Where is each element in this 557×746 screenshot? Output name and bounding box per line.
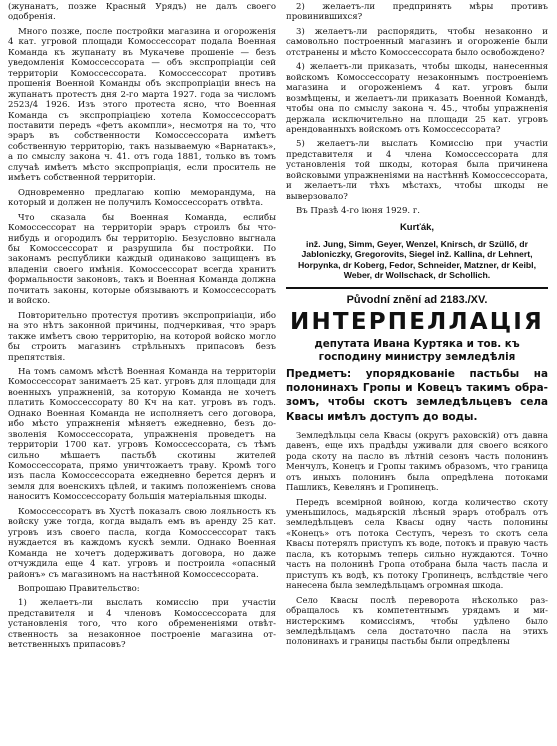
paragraph: 2) желаетъ-ли предпринять мѣры противъ провинившихся? <box>286 2 548 23</box>
original-wording-heading: Původní znění ad 2183./XV. <box>346 293 488 306</box>
paragraph: Что сказала бы Военная Команда, еслибы Комоссессорат на территоріи эраръ строилъ бы что-нибудь и огородилъ бы территорію. Безусловно выгнала бы Комоссессорат и разрушила бы постройки. По законамъ республики каждый одинаково защищенъ въ владеніи своего имѣнія. Комоссессорат всегда хранитъ формальности законовъ, такъ и Военная Команда должна почитать законы, которые обязываютъ и Комоссессоратъ и войско. <box>8 212 276 307</box>
paragraph: 1) желаетъ-ли выслать комиссію при участіи представителя и 4 членовъ Комоссессората для установленія того, что кого обремененіями отвѣтственность за незаконное построеніе магазина ответственныхъ припасовъ? <box>8 598 276 651</box>
right-column <box>286 2 548 651</box>
paragraph: (жунанатъ, позже Красный Урядъ) не далъ своего одобренія. <box>8 2 276 23</box>
paragraph: Одновременно предлагаю копію меморандума, на который и должен не получилъ Комоссессоратъ отвѣта. <box>8 187 276 209</box>
paragraph: Земледѣльцы села Квасы (округъ раховскій) отъ давна давенъ, еще ихъ прадѣды уживали для своего всякого рода скоту на пасло въ лѣтній сезонъ часть полонинъ Менчулъ, Конецъ и Гропы такимъ образомъ, что граница отъ иныхъ полонинъ была опредѣлена потоками Пашликъ, Кевелянъ и Гропинецъ. <box>286 429 548 493</box>
paragraph: Село Квасы послѣ переворота нѣсколько разобращалось къ компетентнымъ урядамъ и министерскимъ комиссіямъ, чтобы удѣлено было земледѣльцамъ села достаточно пасла на этихъ полонинахъ и границы пастьбы были опредѣлены <box>286 594 548 647</box>
paragraph: На томъ самомъ мѣстѣ Военная Команда на территоріи Комоссессорат занимаетъ 25 кат. угровъ для площади для военныхъ упражненій, за которую Команда не хочетъ платить Комоссессорату 80 Кч на кат. угровъ въ годъ. Однако Военная Команда не исполняетъ сего договора, ибо мѣсто упражненія мѣняетъ ежедневно, безъ дозволенія Комоссессората, упражненія проведетъ на территоріи 1700 кат. угровъ Комоссессората, съ тѣмъ сильно мѣшаетъ пастьбѣ скотины жителей Комоссессората, прямо уничтожаетъ траву. Кромѣ того изъ пасла Комоссессората ежедневно берется дернъ и земля для военскихъ цѣлей, и такимъ положеніемъ снова наноситъ Комоссессорату большія матеріальныя шкоды. <box>8 366 276 503</box>
signature-head: Kurťák, <box>399 221 435 233</box>
interpellation-subtitle: депутата Ивана Куртяка и тов. къ господину министру земледѣлія <box>314 337 520 363</box>
paragraph: Много позже, после постройки магазина и огороженія 4 кат. угровой площади Комоссессорат подала Военная Команда къ жупанату въ Мукачеве прошеніе — безъ уведомленія Комоссессората — объ экспропріаціи сей территоріи Комоссессората. Комоссессорат противъ прошенія Военной Команды объ экспропріаціи внесъ на жупанатъ протестъ дня 2-го марта 1927. года за числомъ 2523/4 1926. Изъ этого протеста ясно, что Военная Команда съ экспропріацією хотела Комоссессоратъ поставити передъ «фетъ акомпли», несмотря на то, что эраръ въ собственности Комоссессората имѣетъ собственную территорію, такъ называемую «Варнатакъ», а по смыслу закона ч. 41. отъ года 1881, только въ томъ случаѣ имѣетъ мѣсто экспропріація, если проситель не имѣетъ собственной территоріи. <box>8 26 276 184</box>
paragraph: Вопрошаю Правительство: <box>18 584 140 595</box>
left-column <box>8 2 276 655</box>
paragraph: 5) желаетъ-ли выслать Комиссію при участіи представителя и 4 члена Комоссессората для установленія той шкоды, которая была причинена войсковыми упражненіями на настѣннѣ Комоссессората, и желаетъ-ли тѣхъ мѣстахъ, чтобы шкоды не выверзовало? <box>286 139 548 202</box>
paragraph: 3) желаетъ-ли распорядить, чтобы незаконно и самовольно построенный магазинъ и огороженіе были отстранены и мѣсто Комоссессората было освобождено? <box>286 26 548 58</box>
paragraph: Передъ всемірной войною, когда количество скоту уменьшилось, мадьярскій лѣсный эраръ отобралъ отъ земледѣльцевъ села Квасы одну часть полонины «Конецъ» отъ потока Сеступъ, черезъ то скотъ села Квасы потерялъ приступъ къ воде, потокъ и правую часть пасла, къ которымъ теперь сильно нуждаются. Точно часть на полонинѣ Гропа отобрана была часть пасла и приступъ къ водѣ, къ потоку Гропинецъ, вслѣдствіе чего нанесена была земледѣльцамъ огромная шкода. <box>286 496 548 591</box>
interpellation-subject: Предметъ: упорядкованіе пастьбы на полонинахъ Гропы и Ковецъ такимъ образомъ, чтобы скотъ земледѣльцевъ села Квасы имѣлъ доступъ до воды. <box>286 367 548 423</box>
section-divider <box>286 287 548 289</box>
date-line: Въ Празѣ 4-го іюня 1929. г. <box>296 206 421 217</box>
paragraph: Повторительно протестуя противъ экспроприіаціи, ибо на это нѣтъ законной причины, подчеркивая, что эраръ также имѣетъ свою территорію, на которой войско могло бы строить магазинъ стрѣльныхъ припасовъ безъ препятствія. <box>8 310 276 363</box>
interpellation-title: ИНТЕРПЕЛЛАЦІЯ <box>290 308 544 335</box>
paragraph: 4) желаетъ-ли приказать, чтобы шкоды, нанесенныя войскомъ Комоссессорату незаконнымъ построеніемъ магазина и огороженіемъ 4 кат. угровъ были возмѣщены, и желаетъ-ли приказать Военной Командѣ, чтобы она по смыслу закона ч. 45., чтобы упражненія держала исключительно на площади 25 кат. угровъ арендованныхъ войскомъ отъ Комоссессората? <box>286 62 548 135</box>
signatures: inž. Jung, Simm, Geyer, Wenzel, Knirsch, dr Szüllő, dr Jabloniczky, Gregorovits, Siegel inž. Kallina, dr Lehnert, Horpynka, dr Koberg, Fedor, Schneider, Matzner, dr Keibl, Weber, dr Wollschack, dr Schollich. <box>298 238 536 281</box>
paragraph: Комоссессоратъ въ Хустѣ показалъ свою лояльность къ войску уже тогда, когда выдалъ емъ въ аренду 25 кат. угровъ изъ своего пасла, когда Комоссессорат такъ нуждается въ каждомъ кускѣ земли. Однако Военная Команда не хочетъ додерживатъ договора, но даже отчуждила еще 4 кат. угровъ и построила «опасный районъ» съ магазиномъ на настѣнной Комоссессората. <box>8 506 276 580</box>
